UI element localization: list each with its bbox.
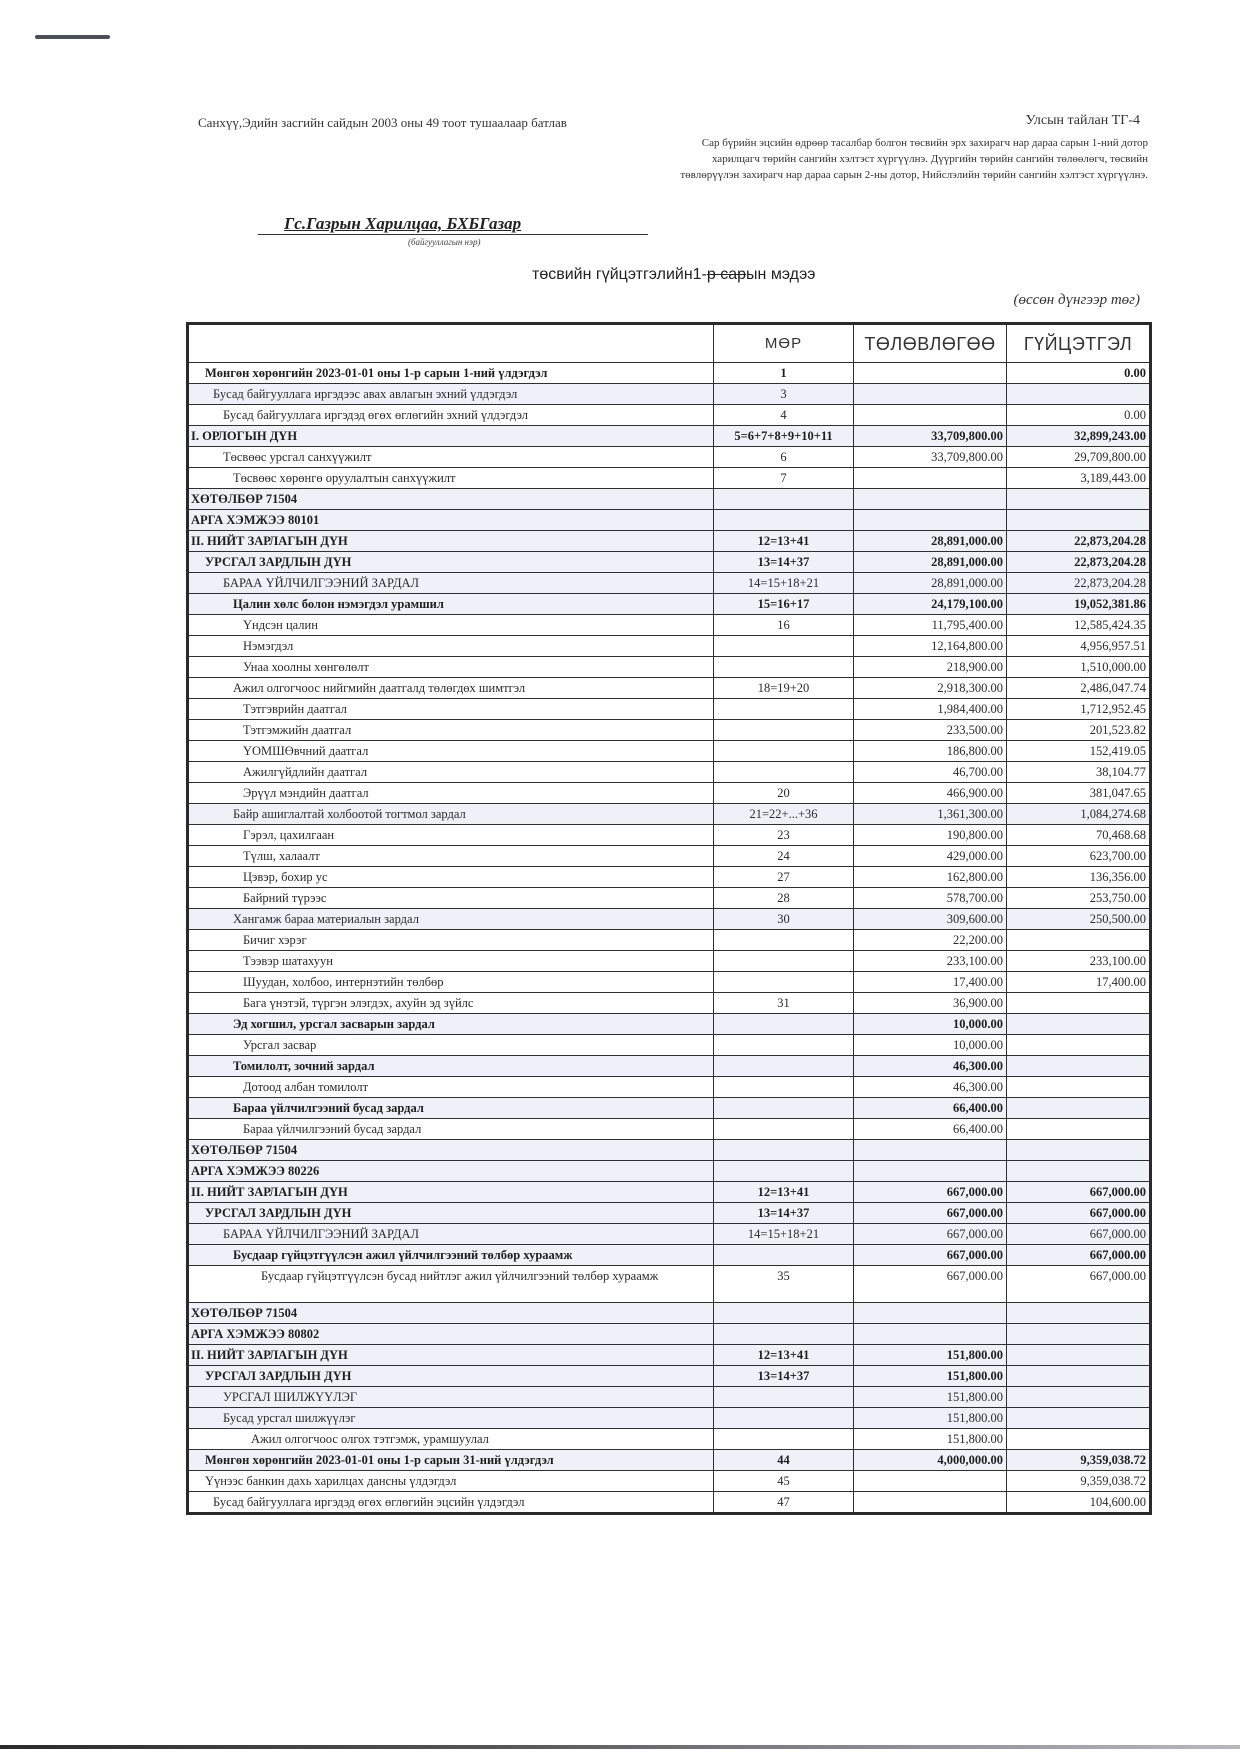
table-row <box>188 447 1151 468</box>
actual-value: 623,700.00 <box>1007 846 1151 867</box>
table-row <box>188 1245 1151 1266</box>
actual-value: 1,510,000.00 <box>1007 657 1151 678</box>
row-label: Мөнгөн хөрөнгийн 2023-01-01 оны 1-р сарын 1-ний үлдэгдэл <box>188 363 714 384</box>
row-label: Бага үнэтэй, түргэн элэгдэх, ахуйн эд зүйлс <box>188 993 714 1014</box>
row-label: Ажилгүйдлийн даатгал <box>188 762 714 783</box>
table-row <box>188 1224 1151 1245</box>
plan-value <box>854 1161 1007 1182</box>
plan-value: 151,800.00 <box>854 1429 1007 1450</box>
row-code: 28 <box>714 888 854 909</box>
actual-value: 233,100.00 <box>1007 951 1151 972</box>
table-row <box>188 1203 1151 1224</box>
plan-value: 22,200.00 <box>854 930 1007 951</box>
row-code: 5=6+7+8+9+10+11 <box>714 426 854 447</box>
actual-value: 70,468.68 <box>1007 825 1151 846</box>
row-label: Мөнгөн хөрөнгийн 2023-01-01 оны 1-р сарын 31-ний үлдэгдэл <box>188 1450 714 1471</box>
table-row <box>188 825 1151 846</box>
plan-value: 151,800.00 <box>854 1366 1007 1387</box>
row-label: Тээвэр шатахуун <box>188 951 714 972</box>
row-label: Унаа хоолны хөнгөлөлт <box>188 657 714 678</box>
report-title <box>532 266 815 284</box>
table-row <box>188 930 1151 951</box>
table-row <box>188 972 1151 993</box>
actual-value: 29,709,800.00 <box>1007 447 1151 468</box>
row-code <box>714 1098 854 1119</box>
row-label: Ажил олгогчоос олгох тэтгэмж, урамшуулал <box>188 1429 714 1450</box>
row-code <box>714 1140 854 1161</box>
actual-value: 0.00 <box>1007 363 1151 384</box>
row-label: Шуудан, холбоо, интернэтийн төлбөр <box>188 972 714 993</box>
row-code: 35 <box>714 1266 854 1303</box>
row-code: 45 <box>714 1471 854 1492</box>
actual-value <box>1007 1077 1151 1098</box>
row-code: 27 <box>714 867 854 888</box>
plan-value: 667,000.00 <box>854 1182 1007 1203</box>
plan-value: 667,000.00 <box>854 1266 1007 1303</box>
plan-value: 33,709,800.00 <box>854 426 1007 447</box>
row-label: Бусдаар гүйцэтгүүлсэн ажил үйлчилгээний төлбөр хураамж <box>188 1245 714 1266</box>
table-row <box>188 405 1151 426</box>
plan-value: 667,000.00 <box>854 1245 1007 1266</box>
table-header-row <box>188 324 1151 363</box>
row-code <box>714 699 854 720</box>
actual-value: 667,000.00 <box>1007 1224 1151 1245</box>
row-label: ХӨТӨЛБӨР 71504 <box>188 1303 714 1324</box>
row-code: 44 <box>714 1450 854 1471</box>
plan-value <box>854 1303 1007 1324</box>
table-row <box>188 552 1151 573</box>
plan-value: 1,984,400.00 <box>854 699 1007 720</box>
row-label: Байрний түрээс <box>188 888 714 909</box>
actual-value <box>1007 930 1151 951</box>
table-row <box>188 363 1151 384</box>
actual-value: 19,052,381.86 <box>1007 594 1151 615</box>
table-row <box>188 720 1151 741</box>
actual-value <box>1007 1161 1151 1182</box>
row-label: Байр ашиглалтай холбоотой тогтмол зардал <box>188 804 714 825</box>
plan-value: 218,900.00 <box>854 657 1007 678</box>
plan-value: 667,000.00 <box>854 1203 1007 1224</box>
actual-value: 1,084,274.68 <box>1007 804 1151 825</box>
table-row <box>188 1266 1151 1303</box>
row-code <box>714 762 854 783</box>
row-label: Үндсэн цалин <box>188 615 714 636</box>
scan-artifact-bottom <box>0 1745 1240 1749</box>
plan-value: 162,800.00 <box>854 867 1007 888</box>
row-code: 18=19+20 <box>714 678 854 699</box>
actual-value: 2,486,047.74 <box>1007 678 1151 699</box>
row-code: 14=15+18+21 <box>714 1224 854 1245</box>
table-row <box>188 951 1151 972</box>
table-row <box>188 615 1151 636</box>
plan-value: 46,300.00 <box>854 1056 1007 1077</box>
row-label: АРГА ХЭМЖЭЭ 80226 <box>188 1161 714 1182</box>
table-row <box>188 1471 1151 1492</box>
actual-value <box>1007 384 1151 405</box>
actual-value: 667,000.00 <box>1007 1266 1151 1303</box>
row-code: 16 <box>714 615 854 636</box>
actual-value <box>1007 1303 1151 1324</box>
budget-report-table <box>186 322 1152 1515</box>
row-code: 30 <box>714 909 854 930</box>
row-code: 13=14+37 <box>714 552 854 573</box>
table-row <box>188 1345 1151 1366</box>
plan-value <box>854 405 1007 426</box>
actual-value: 0.00 <box>1007 405 1151 426</box>
table-row <box>188 594 1151 615</box>
row-code <box>714 1387 854 1408</box>
table-row <box>188 762 1151 783</box>
plan-value: 28,891,000.00 <box>854 552 1007 573</box>
row-label: АРГА ХЭМЖЭЭ 80802 <box>188 1324 714 1345</box>
row-code: 12=13+41 <box>714 1182 854 1203</box>
table-row <box>188 1014 1151 1035</box>
table-row <box>188 741 1151 762</box>
row-label: Хангамж бараа материалын зардал <box>188 909 714 930</box>
row-label: УРСГАЛ ШИЛЖҮҮЛЭГ <box>188 1387 714 1408</box>
row-code: 23 <box>714 825 854 846</box>
plan-value <box>854 1324 1007 1345</box>
plan-value: 151,800.00 <box>854 1345 1007 1366</box>
row-label: Эрүүл мэндийн даатгал <box>188 783 714 804</box>
row-code: 7 <box>714 468 854 489</box>
row-code: 20 <box>714 783 854 804</box>
row-label: БАРАА ҮЙЛЧИЛГЭЭНИЙ ЗАРДАЛ <box>188 573 714 594</box>
plan-value: 151,800.00 <box>854 1408 1007 1429</box>
actual-value: 3,189,443.00 <box>1007 468 1151 489</box>
table-row <box>188 426 1151 447</box>
plan-value: 4,000,000.00 <box>854 1450 1007 1471</box>
row-code <box>714 1056 854 1077</box>
row-code: 12=13+41 <box>714 1345 854 1366</box>
row-label: Ажил олгогчоос нийгмийн даатгалд төлөгдөх шимтгэл <box>188 678 714 699</box>
report-title-prefix: төсвийн гүйцэтгэлийн1- <box>532 266 707 283</box>
table-row <box>188 804 1151 825</box>
plan-value: 151,800.00 <box>854 1387 1007 1408</box>
plan-value: 233,500.00 <box>854 720 1007 741</box>
actual-value <box>1007 1387 1151 1408</box>
actual-value <box>1007 1345 1151 1366</box>
actual-value: 201,523.82 <box>1007 720 1151 741</box>
actual-value: 667,000.00 <box>1007 1203 1151 1224</box>
plan-value: 309,600.00 <box>854 909 1007 930</box>
plan-value: 190,800.00 <box>854 825 1007 846</box>
plan-value <box>854 468 1007 489</box>
row-code: 6 <box>714 447 854 468</box>
table-row <box>188 1119 1151 1140</box>
row-label: ХӨТӨЛБӨР 71504 <box>188 1140 714 1161</box>
plan-value: 28,891,000.00 <box>854 573 1007 594</box>
plan-value: 12,164,800.00 <box>854 636 1007 657</box>
row-label: УРСГАЛ ЗАРДЛЫН ДҮН <box>188 552 714 573</box>
actual-value: 9,359,038.72 <box>1007 1450 1151 1471</box>
row-code <box>714 720 854 741</box>
plan-value: 66,400.00 <box>854 1098 1007 1119</box>
actual-value: 152,419.05 <box>1007 741 1151 762</box>
row-label: Цалин хөлс болон нэмэгдэл урамшил <box>188 594 714 615</box>
row-label: Бусдаар гүйцэтгүүлсэн бусад нийтлэг ажил үйлчилгээний төлбөр хураамж <box>188 1266 714 1303</box>
plan-value: 186,800.00 <box>854 741 1007 762</box>
row-code <box>714 1014 854 1035</box>
actual-value <box>1007 993 1151 1014</box>
actual-value <box>1007 510 1151 531</box>
row-label: ҮОМШӨвчний даатгал <box>188 741 714 762</box>
row-code: 12=13+41 <box>714 531 854 552</box>
row-code: 13=14+37 <box>714 1203 854 1224</box>
plan-value <box>854 1140 1007 1161</box>
actual-value: 22,873,204.28 <box>1007 573 1151 594</box>
table-row <box>188 1182 1151 1203</box>
plan-value <box>854 1492 1007 1514</box>
actual-value <box>1007 1035 1151 1056</box>
row-code <box>714 1245 854 1266</box>
table-row <box>188 783 1151 804</box>
organization-caption: (байгууллагын нэр) <box>408 237 481 247</box>
form-code: Улсын тайлан ТГ-4 <box>1025 113 1140 128</box>
table-row <box>188 1161 1151 1182</box>
plan-value: 2,918,300.00 <box>854 678 1007 699</box>
row-code <box>714 1119 854 1140</box>
table-row <box>188 993 1151 1014</box>
row-code <box>714 1408 854 1429</box>
plan-value <box>854 1471 1007 1492</box>
report-title-struck: р сар <box>706 266 747 283</box>
row-code <box>714 741 854 762</box>
row-label: Тэтгэврийн даатгал <box>188 699 714 720</box>
table-row <box>188 867 1151 888</box>
plan-value: 10,000.00 <box>854 1035 1007 1056</box>
plan-value: 466,900.00 <box>854 783 1007 804</box>
actual-value: 136,356.00 <box>1007 867 1151 888</box>
actual-value: 1,712,952.45 <box>1007 699 1151 720</box>
column-header-label <box>188 324 714 363</box>
row-label: Эд хогшил, урсгал засварын зардал <box>188 1014 714 1035</box>
column-header-actual: ГҮЙЦЭТГЭЛ <box>1007 324 1151 363</box>
organization-field <box>258 214 648 235</box>
scan-artifact-top <box>35 35 110 39</box>
actual-value: 17,400.00 <box>1007 972 1151 993</box>
row-label: Бараа үйлчилгээний бусад зардал <box>188 1098 714 1119</box>
plan-value: 10,000.00 <box>854 1014 1007 1035</box>
row-label: Урсгал засвар <box>188 1035 714 1056</box>
table-row <box>188 657 1151 678</box>
actual-value <box>1007 1408 1151 1429</box>
row-code <box>714 1429 854 1450</box>
actual-value: 667,000.00 <box>1007 1245 1151 1266</box>
actual-value <box>1007 1056 1151 1077</box>
table-row <box>188 468 1151 489</box>
row-code <box>714 1324 854 1345</box>
actual-value: 381,047.65 <box>1007 783 1151 804</box>
form-note: Сар бүрийн эцсийн өдрөөр тасалбар болгон төсвийн эрх захирагч нар дараа сарын 1-ний дотор харилцагч төрийн сангийн хэлтэст хүргүүлнэ. Дүүргийн төрийн сангийн төлөөлөгч, төсвийн төвлөрүүлэн захирагч нар дараа сарын 2-ны дотор, Нийслэлийн төрийн сангийн хэлтэст хүргүүлнэ. <box>680 137 1148 181</box>
row-code: 24 <box>714 846 854 867</box>
row-code: 47 <box>714 1492 854 1514</box>
table-row <box>188 1429 1151 1450</box>
row-label: Дотоод албан томилолт <box>188 1077 714 1098</box>
plan-value: 17,400.00 <box>854 972 1007 993</box>
row-code <box>714 1161 854 1182</box>
table-row <box>188 1035 1151 1056</box>
row-label: II. НИЙТ ЗАРЛАГЫН ДҮН <box>188 531 714 552</box>
row-code <box>714 636 854 657</box>
row-label: Үүнээс банкин дахь харилцах дансны үлдэгдэл <box>188 1471 714 1492</box>
row-label: Түлш, халаалт <box>188 846 714 867</box>
row-code: 1 <box>714 363 854 384</box>
row-code <box>714 1035 854 1056</box>
row-code <box>714 930 854 951</box>
row-code <box>714 489 854 510</box>
table-row <box>188 531 1151 552</box>
row-code: 31 <box>714 993 854 1014</box>
plan-value: 28,891,000.00 <box>854 531 1007 552</box>
table-row <box>188 678 1151 699</box>
table-row <box>188 1140 1151 1161</box>
row-label: ХӨТӨЛБӨР 71504 <box>188 489 714 510</box>
actual-value: 22,873,204.28 <box>1007 531 1151 552</box>
plan-value: 11,795,400.00 <box>854 615 1007 636</box>
row-label: Төсвөөс урсгал санхүүжилт <box>188 447 714 468</box>
table-row <box>188 1098 1151 1119</box>
row-code <box>714 972 854 993</box>
actual-value <box>1007 489 1151 510</box>
row-code <box>714 951 854 972</box>
row-label: Томилолт, зочний зардал <box>188 1056 714 1077</box>
row-label: Бараа үйлчилгээний бусад зардал <box>188 1119 714 1140</box>
actual-value: 38,104.77 <box>1007 762 1151 783</box>
actual-value: 22,873,204.28 <box>1007 552 1151 573</box>
table-body <box>188 363 1151 1514</box>
table-row <box>188 573 1151 594</box>
row-code: 3 <box>714 384 854 405</box>
table-row <box>188 1077 1151 1098</box>
approval-line: Санхүү,Эдийн засгийн сайдын 2003 оны 49 тоот тушаалаар батлав <box>198 115 567 130</box>
actual-value: 253,750.00 <box>1007 888 1151 909</box>
row-code: 4 <box>714 405 854 426</box>
row-label: Төсвөөс хөрөнгө оруулалтын санхүүжилт <box>188 468 714 489</box>
column-header-plan: ТӨЛӨВЛӨГӨӨ <box>854 324 1007 363</box>
row-label: Бусад урсгал шилжүүлэг <box>188 1408 714 1429</box>
table-row <box>188 1450 1151 1471</box>
actual-value <box>1007 1324 1151 1345</box>
actual-value <box>1007 1366 1151 1387</box>
row-code: 13=14+37 <box>714 1366 854 1387</box>
table-row <box>188 699 1151 720</box>
row-label: Тэтгэмжийн даатгал <box>188 720 714 741</box>
row-code <box>714 1303 854 1324</box>
actual-value: 9,359,038.72 <box>1007 1471 1151 1492</box>
row-label: Бусад байгууллага иргэдэд өгөх өглөгийн эцсийн үлдэгдэл <box>188 1492 714 1514</box>
row-code: 14=15+18+21 <box>714 573 854 594</box>
actual-value <box>1007 1119 1151 1140</box>
table-row <box>188 846 1151 867</box>
table-row <box>188 909 1151 930</box>
row-code: 15=16+17 <box>714 594 854 615</box>
table-row <box>188 1366 1151 1387</box>
table-row <box>188 1303 1151 1324</box>
row-code <box>714 510 854 531</box>
table-row <box>188 888 1151 909</box>
plan-value: 46,700.00 <box>854 762 1007 783</box>
actual-value: 32,899,243.00 <box>1007 426 1151 447</box>
actual-value <box>1007 1429 1151 1450</box>
row-code <box>714 1077 854 1098</box>
table-row <box>188 1056 1151 1077</box>
row-label: Бичиг хэрэг <box>188 930 714 951</box>
report-title-suffix: ын мэдээ <box>746 266 816 283</box>
organization-name: Гс.Газрын Харилцаа, БХБГазар <box>284 214 522 233</box>
actual-value: 667,000.00 <box>1007 1182 1151 1203</box>
plan-value <box>854 363 1007 384</box>
actual-value <box>1007 1140 1151 1161</box>
row-label: Гэрэл, цахилгаан <box>188 825 714 846</box>
row-label: БАРАА ҮЙЛЧИЛГЭЭНИЙ ЗАРДАЛ <box>188 1224 714 1245</box>
table-row <box>188 1324 1151 1345</box>
plan-value: 429,000.00 <box>854 846 1007 867</box>
row-code: 21=22+...+36 <box>714 804 854 825</box>
plan-value <box>854 384 1007 405</box>
plan-value: 24,179,100.00 <box>854 594 1007 615</box>
unit-note: (өссөн дүнгээр төг) <box>1013 292 1140 308</box>
table-row <box>188 384 1151 405</box>
row-label: УРСГАЛ ЗАРДЛЫН ДҮН <box>188 1366 714 1387</box>
row-label: Цэвэр, бохир ус <box>188 867 714 888</box>
plan-value <box>854 489 1007 510</box>
plan-value: 578,700.00 <box>854 888 1007 909</box>
row-label: АРГА ХЭМЖЭЭ 80101 <box>188 510 714 531</box>
actual-value: 4,956,957.51 <box>1007 636 1151 657</box>
plan-value <box>854 510 1007 531</box>
plan-value: 33,709,800.00 <box>854 447 1007 468</box>
plan-value: 233,100.00 <box>854 951 1007 972</box>
table-row <box>188 1387 1151 1408</box>
table-row <box>188 636 1151 657</box>
actual-value <box>1007 1098 1151 1119</box>
actual-value: 104,600.00 <box>1007 1492 1151 1514</box>
plan-value: 36,900.00 <box>854 993 1007 1014</box>
actual-value: 250,500.00 <box>1007 909 1151 930</box>
row-label: II. НИЙТ ЗАРЛАГЫН ДҮН <box>188 1182 714 1203</box>
table-row <box>188 489 1151 510</box>
row-code <box>714 657 854 678</box>
actual-value: 12,585,424.35 <box>1007 615 1151 636</box>
plan-value: 1,361,300.00 <box>854 804 1007 825</box>
plan-value: 667,000.00 <box>854 1224 1007 1245</box>
row-label: УРСГАЛ ЗАРДЛЫН ДҮН <box>188 1203 714 1224</box>
plan-value: 66,400.00 <box>854 1119 1007 1140</box>
table-row <box>188 1492 1151 1514</box>
row-label: Бусад байгууллага иргэдэд өгөх өглөгийн эхний үлдэгдэл <box>188 405 714 426</box>
column-header-row-code: МӨР <box>714 324 854 363</box>
plan-value: 46,300.00 <box>854 1077 1007 1098</box>
row-label: I. ОРЛОГЫН ДҮН <box>188 426 714 447</box>
table-row <box>188 510 1151 531</box>
row-label: Нэмэгдэл <box>188 636 714 657</box>
actual-value <box>1007 1014 1151 1035</box>
row-label: Бусад байгууллага иргэдээс авах авлагын эхний үлдэгдэл <box>188 384 714 405</box>
table-row <box>188 1408 1151 1429</box>
row-label: II. НИЙТ ЗАРЛАГЫН ДҮН <box>188 1345 714 1366</box>
